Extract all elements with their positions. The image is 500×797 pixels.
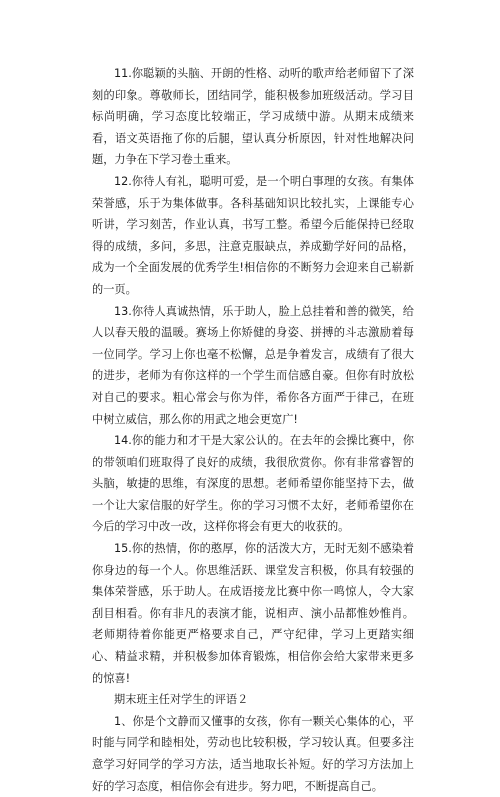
comment-paragraph-13: 13.你待人真诚热情，乐于助人，脸上总挂着和善的微笑，给人以春天般的温暖。赛场上你矫健的身姿、拼搏的斗志激励着每一位同学。学习上你也毫不松懈，总是争着发言，成绩有了很大的进步，老师为有你这样的一个学生而信感自豪。但你有时放松对自己的要求。粗心常会与你为伴，希你各方面严于律己，在班中树立威信，那么你的用武之地会更宽广!	[92, 304, 414, 426]
comment-paragraph-1: 1、你是个文静而又懂事的女孩，你有一颗关心集体的心，平时能与同学和睦相处，劳动也比较积极，学习较认真。但要多注意学习好同学的学习方法，适当地取长补短。好的学习方法加上好的学习态度，相信你会有进步。努力吧，不断提高自己。	[92, 714, 414, 793]
comment-paragraph-12: 12.你待人有礼，聪明可爱，是一个明白事理的女孩。有集体荣誉感，乐于为集体做事。各科基础知识比较扎实，上课能专心听讲，学习刻苦，作业认真，书写工整。希望今后能保持已经取得的成绩，多问，多思，注意克服缺点，养成勤学好问的品格，成为一个全面发展的优秀学生!相信你的不断努力会迎来自己崭新的一页。	[92, 174, 414, 296]
section-title: 期末班主任对学生的评语２	[114, 693, 249, 707]
comment-paragraph-11: 11.你聪颖的头脑、开朗的性格、动听的歌声给老师留下了深刻的印象。尊敬师长，团结同学，能积极参加班级活动。学习目标尚明确，学习态度比较端正，学习成绩中游。从期末成绩来看，语文英语拖了你的后腿，望认真分析原因，针对性地解决问题，力争在下学习卷土重来。	[92, 67, 414, 167]
comment-paragraph-14: 14.你的能力和才干是大家公认的。在去年的会操比赛中，你的带领咱们班取得了良好的成绩，我很欣赏你。你有非常睿智的头脑，敏捷的思维，有深度的思想。老师希望你能坚持下去，做一个让大家信服的好学生。你的学习习惯不太好，老师希望你在今后的学习中改一改，这样你将会有更大的收获的。	[92, 434, 414, 534]
comment-paragraph-15: 15.你的热情，你的憨厚，你的活泼大方，无时无刻不感染着你身边的每一个人。你思维活跃、课堂发言积极，你具有较强的集体荣誉感，乐于助人。在成语接龙比赛中你一鸣惊人，令大家刮目相看。你有非凡的表演才能，说相声、演小品都惟妙惟肖。老师期待着你能更严格要求自己，严守纪律，学习上更踏实细心、精益求精，并积极参加体育锻炼，相信你会给大家带来更多的惊喜!	[92, 542, 414, 685]
document-body	[92, 63, 414, 797]
